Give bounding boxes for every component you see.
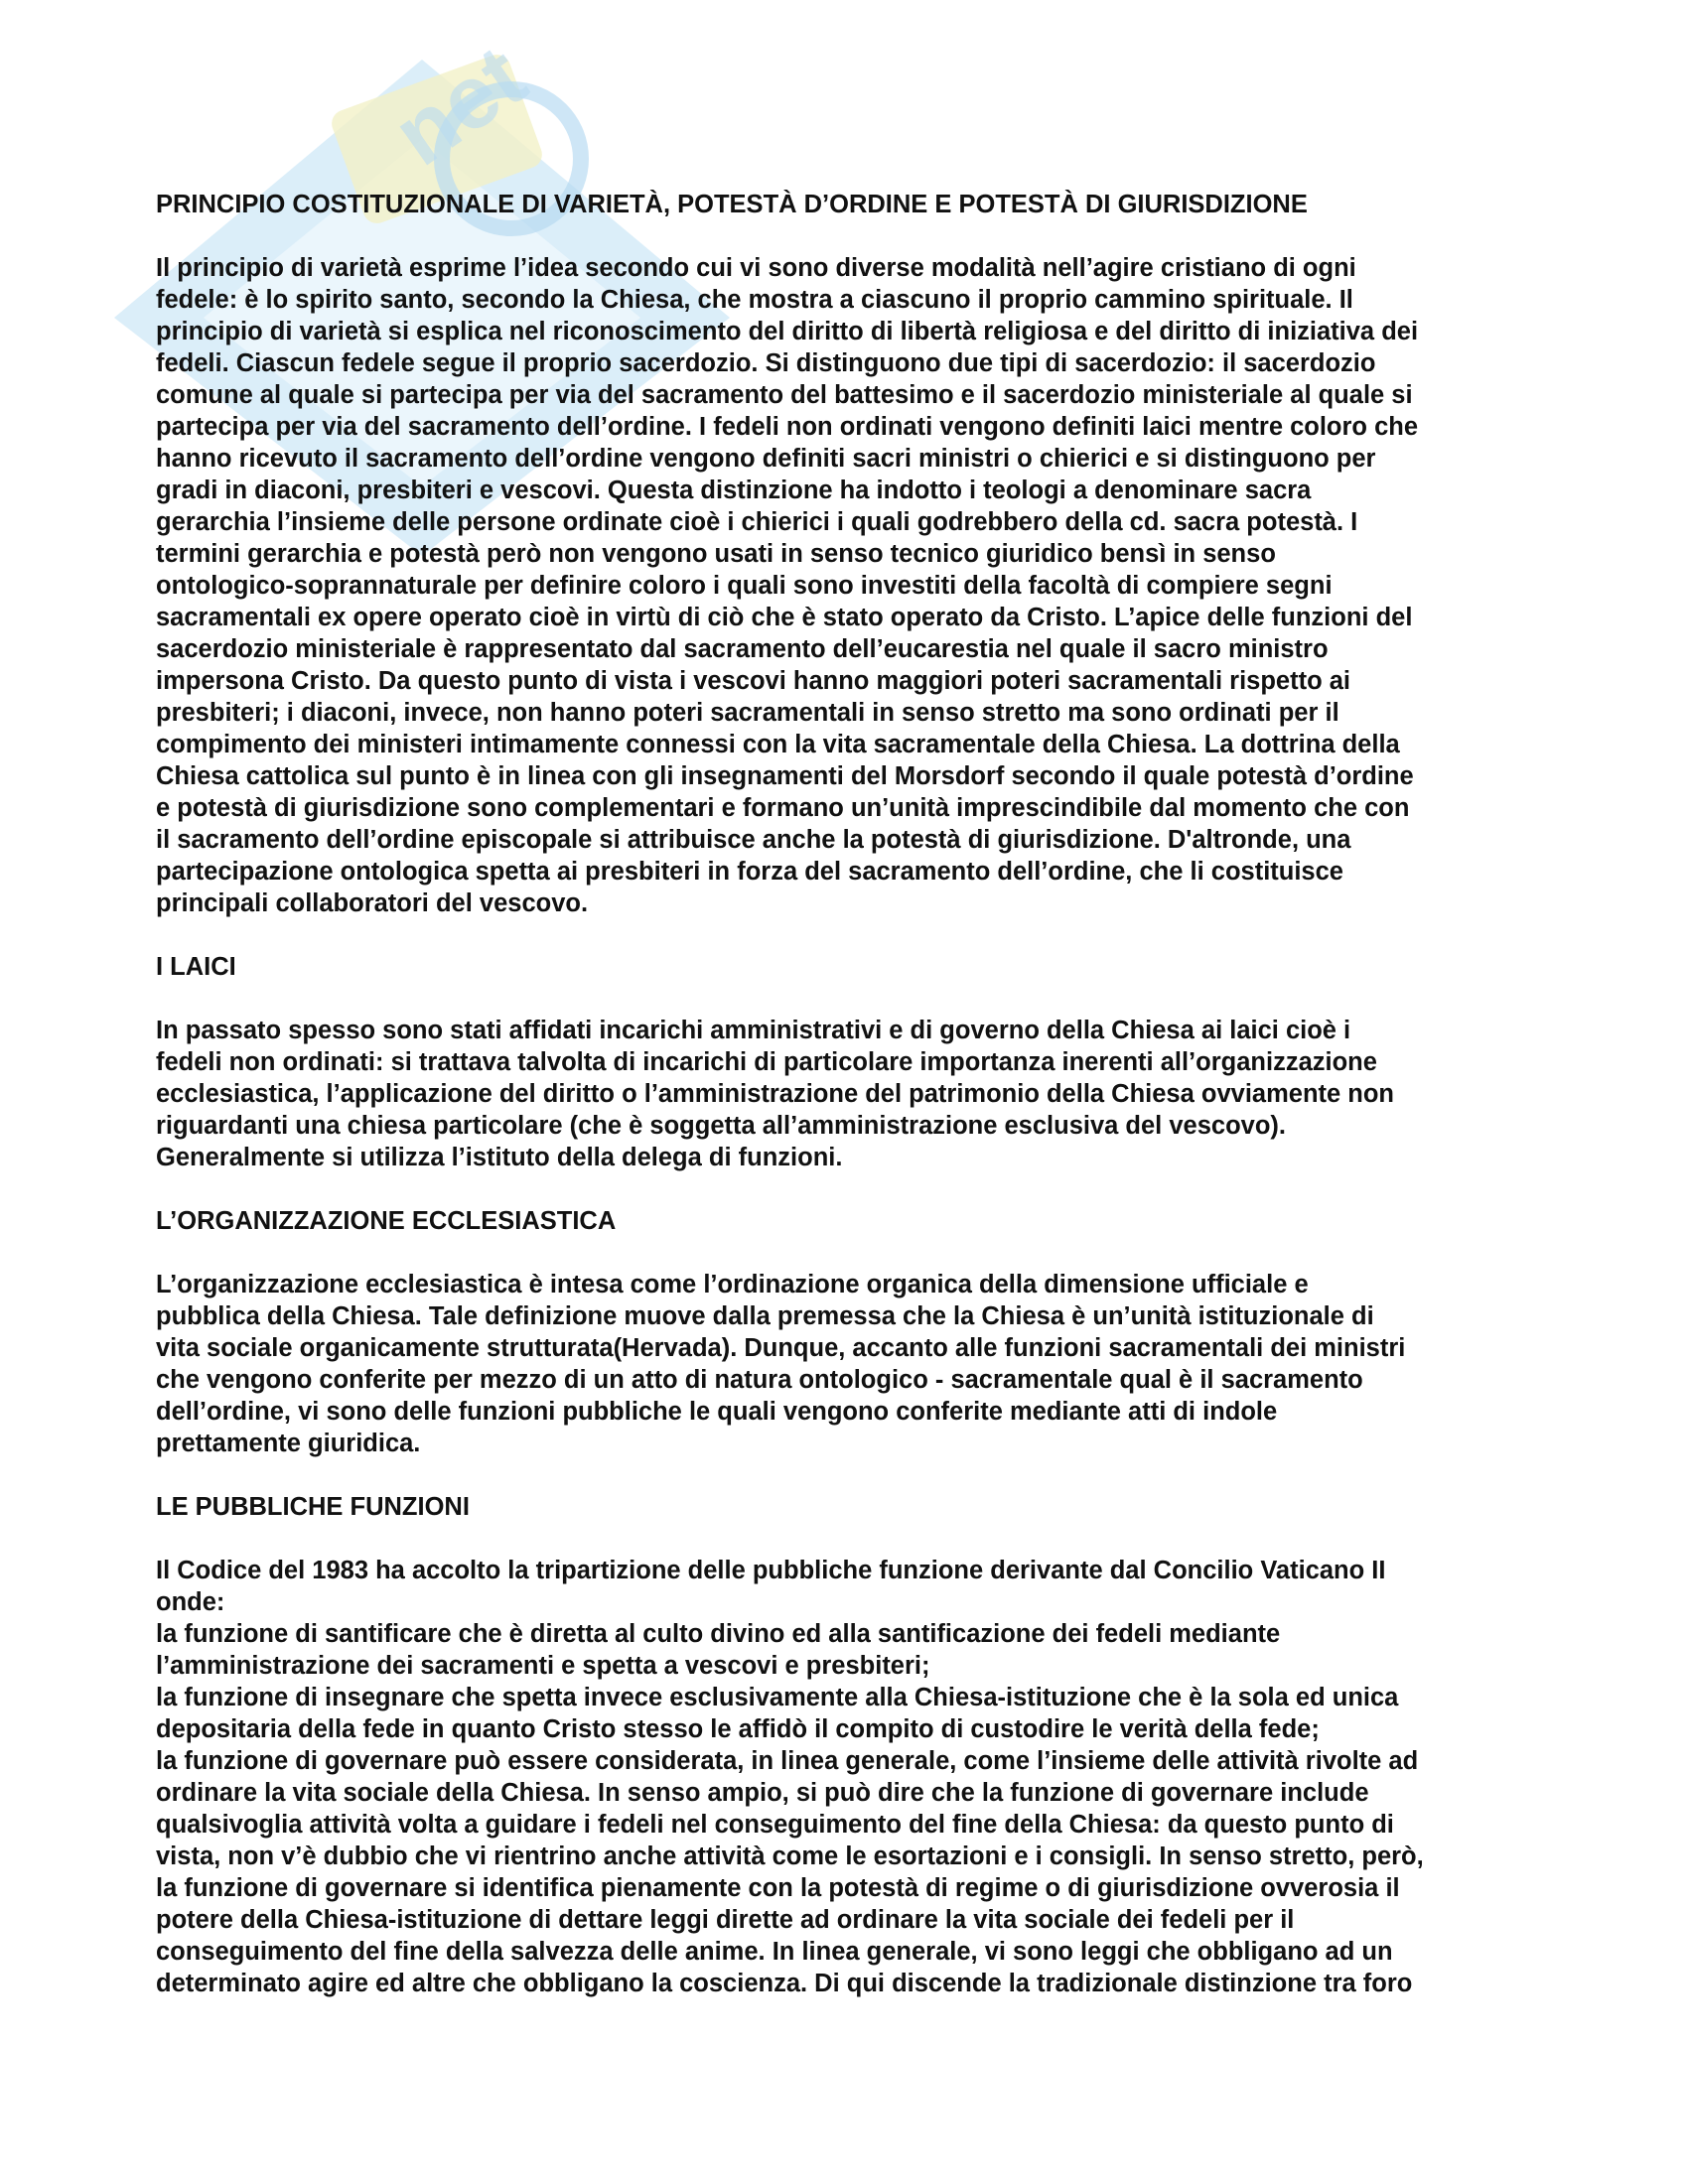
text-line: gerarchia l’insieme delle persone ordinate cioè i chierici i quali godrebbero della cd. sacra potestà. I: [156, 508, 1358, 536]
paragraph: [156, 1555, 1546, 1999]
text-line: partecipazione ontologica spetta ai presbiteri in forza del sacramento dell’ordine, che li costituisce: [156, 858, 1343, 886]
text-line: Chiesa cattolica sul punto è in linea con gli insegnamenti del Morsdorf secondo il quale potestà d’ordine: [156, 762, 1414, 790]
section-heading: I LAICI: [156, 953, 236, 981]
text-line: fedeli non ordinati: si trattava talvolta di incarichi di particolare importanza inerenti all’organizzazione: [156, 1048, 1377, 1076]
section-heading: L’ORGANIZZAZIONE ECCLESIASTICA: [156, 1207, 617, 1235]
text-line: depositaria della fede in quanto Cristo stesso le affidò il compito di custodire le verità della fede;: [156, 1715, 1320, 1743]
text-line: Generalmente si utilizza l’istituto della delega di funzioni.: [156, 1144, 843, 1171]
text-line: termini gerarchia e potestà però non vengono usati in senso tecnico giuridico bensì in senso: [156, 540, 1276, 568]
text-line: principali collaboratori del vescovo.: [156, 889, 589, 917]
text-line: sacerdozio ministeriale è rappresentato dal sacramento dell’eucarestia nel quale il sacro ministro: [156, 635, 1329, 663]
text-line: vista, non v’è dubbio che vi rientrino anche attività come le esortazioni e i consigli. In senso stretto, però,: [156, 1843, 1424, 1870]
text-line: ontologico-soprannaturale per definire coloro i quali sono investiti della facoltà di compiere segni: [156, 572, 1333, 600]
text-line: L’organizzazione ecclesiastica è intesa come l’ordinazione organica della dimensione ufficiale e: [156, 1271, 1309, 1298]
text-line: ordinare la vita sociale della Chiesa. In senso ampio, si può dire che la funzione di governare include: [156, 1779, 1369, 1807]
text-line: la funzione di governare si identifica pienamente con la potestà di regime o di giurisdizione ovverosia il: [156, 1874, 1400, 1902]
text-line: sacramentali ex opere operato cioè in virtù di ciò che è stato operato da Cristo. L’apice delle funzioni del: [156, 604, 1413, 631]
text-line: determinato agire ed altre che obbligano la coscienza. Di qui discende la tradizionale distinzione tra foro: [156, 1970, 1413, 1997]
text-line: potere della Chiesa-istituzione di dettare leggi dirette ad ordinare la vita sociale dei fedeli per il: [156, 1906, 1295, 1934]
paragraph: [156, 1015, 1546, 1173]
text-line: compimento dei ministeri intimamente connessi con la vita sacramentale della Chiesa. La dottrina della: [156, 731, 1400, 758]
text-line: gradi in diaconi, presbiteri e vescovi. Questa distinzione ha indotto i teologi a denominare sacra: [156, 477, 1312, 504]
text-line: e potestà di giurisdizione sono complementari e formano un’unità imprescindibile dal momento che con: [156, 794, 1410, 822]
watermark-text: net: [376, 27, 544, 186]
text-line: la funzione di santificare che è diretta al culto divino ed alla santificazione dei fedeli mediante: [156, 1620, 1281, 1648]
text-line: il sacramento dell’ordine episcopale si attribuisce anche la potestà di giurisdizione. D'altronde, una: [156, 826, 1351, 854]
text-line: In passato spesso sono stati affidati incarichi amministrativi e di governo della Chiesa ai laici cioè i: [156, 1017, 1351, 1044]
text-line: la funzione di insegnare che spetta invece esclusivamente alla Chiesa-istituzione che è la sola ed unica: [156, 1684, 1399, 1711]
text-line: dell’ordine, vi sono delle funzioni pubbliche le quali vengono conferite mediante atti di indole: [156, 1398, 1278, 1426]
text-line: presbiteri; i diaconi, invece, non hanno poteri sacramentali in senso stretto ma sono ordinati per il: [156, 699, 1339, 727]
text-line: conseguimento del fine della salvezza delle anime. In linea generale, vi sono leggi che obbligano ad un: [156, 1938, 1393, 1966]
section-heading: LE PUBBLICHE FUNZIONI: [156, 1493, 470, 1521]
paragraph: [156, 1269, 1546, 1459]
text-line: ecclesiastica, l’applicazione del diritto o l’amministrazione del patrimonio della Chiesa ovviamente non: [156, 1080, 1395, 1108]
section-heading: PRINCIPIO COSTITUZIONALE DI VARIETÀ, POTESTÀ D’ORDINE E POTESTÀ DI GIURISDIZIONE: [156, 191, 1308, 218]
text-line: impersona Cristo. Da questo punto di vista i vescovi hanno maggiori poteri sacramentali rispetto ai: [156, 667, 1351, 695]
text-line: riguardanti una chiesa particolare (che è soggetta all’amministrazione esclusiva del vescovo).: [156, 1112, 1286, 1140]
text-line: Il Codice del 1983 ha accolto la tripartizione delle pubbliche funzione derivante dal Concilio Vaticano II: [156, 1557, 1386, 1584]
text-line: vita sociale organicamente strutturata(Hervada). Dunque, accanto alle funzioni sacramentali dei ministri: [156, 1334, 1406, 1362]
text-line: pubblica della Chiesa. Tale definizione muove dalla premessa che la Chiesa è un’unità istituzionale di: [156, 1302, 1374, 1330]
text-line: Il principio di varietà esprime l’idea secondo cui vi sono diverse modalità nell’agire cristiano di ogni: [156, 254, 1356, 282]
text-line: partecipa per via del sacramento dell’ordine. I fedeli non ordinati vengono definiti laici mentre coloro che: [156, 413, 1419, 441]
text-line: comune al quale si partecipa per via del sacramento del battesimo e il sacerdozio ministeriale al quale si: [156, 381, 1413, 409]
text-line: fedeli. Ciascun fedele segue il proprio sacerdozio. Si distinguono due tipi di sacerdozio: il sacerdozio: [156, 349, 1376, 377]
text-line: onde:: [156, 1588, 225, 1616]
text-line: prettamente giuridica.: [156, 1430, 421, 1457]
text-line: principio di varietà si esplica nel riconoscimento del diritto di libertà religiosa e del diritto di iniziativa dei: [156, 318, 1419, 345]
text-line: fedele: è lo spirito santo, secondo la Chiesa, che mostra a ciascuno il proprio cammino spirituale. Il: [156, 286, 1353, 314]
text-line: hanno ricevuto il sacramento dell’ordine vengono definiti sacri ministri o chierici e si distinguono per: [156, 445, 1376, 473]
text-line: qualsivoglia attività volta a guidare i fedeli nel conseguimento del fine della Chiesa: da questo punto di: [156, 1811, 1394, 1839]
paragraph: [156, 252, 1546, 919]
text-line: la funzione di governare può essere considerata, in linea generale, come l’insieme delle attività rivolte ad: [156, 1747, 1419, 1775]
text-line: l’amministrazione dei sacramenti e spetta a vescovi e presbiteri;: [156, 1652, 930, 1680]
document-body: [156, 189, 1546, 1999]
text-line: che vengono conferite per mezzo di un atto di natura ontologico - sacramentale qual è il sacramento: [156, 1366, 1363, 1394]
